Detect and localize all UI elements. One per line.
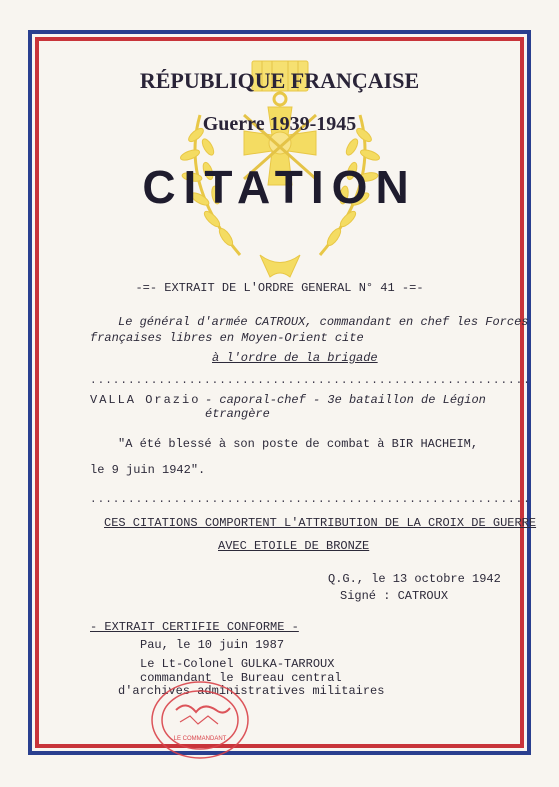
dotted-separator-2: .......................................................... (90, 494, 531, 506)
citation-line-2: françaises libres en Moyen-Orient cite (90, 331, 364, 345)
certification-title: - EXTRAIT CERTIFIE CONFORME - (90, 620, 299, 634)
order-extract-heading: -=- EXTRAIT DE L'ORDRE GENERAL N° 41 -=- (135, 281, 424, 295)
signature-place-date: Q.G., le 13 octobre 1942 (328, 572, 501, 586)
certification-role-2: d'archives administratives militaires (118, 684, 385, 698)
certification-place-date: Pau, le 10 juin 1987 (140, 638, 285, 652)
certification-role-1: commandant le Bureau central (140, 671, 342, 685)
soldier-name: VALLA Orazio (90, 393, 201, 407)
stamp-text: LE COMMANDANT (173, 736, 227, 742)
citation-quote-1: "A été blessé à son poste de combat à BIR HACHEIM, (118, 437, 479, 451)
dotted-separator-1: .......................................................... (90, 375, 531, 387)
page-title: CITATION (142, 161, 417, 213)
citation-quote-2: le 9 juin 1942". (90, 463, 206, 477)
war-dates: Guerre 1939-1945 (202, 113, 357, 135)
signature-signed: Signé : CATROUX (340, 589, 449, 603)
award-line-2: AVEC ETOILE DE BRONZE (218, 539, 370, 553)
certification-officer: Le Lt-Colonel GULKA-TARROUX (140, 657, 335, 671)
soldier-rank-cont: étrangère (205, 407, 270, 421)
citation-line-3: à l'ordre de la brigade (212, 351, 378, 365)
soldier-rank: - caporal-chef - 3e bataillon de Légion (205, 393, 486, 407)
award-line-1: CES CITATIONS COMPORTENT L'ATTRIBUTION DE LA CROIX DE GUERRE (104, 516, 537, 530)
official-stamp (146, 680, 254, 744)
republic-heading: RÉPUBLIQUE FRANÇAISE (139, 68, 420, 93)
citation-line-1: Le général d'armée CATROUX, commandant en chef les Forces (118, 315, 529, 329)
